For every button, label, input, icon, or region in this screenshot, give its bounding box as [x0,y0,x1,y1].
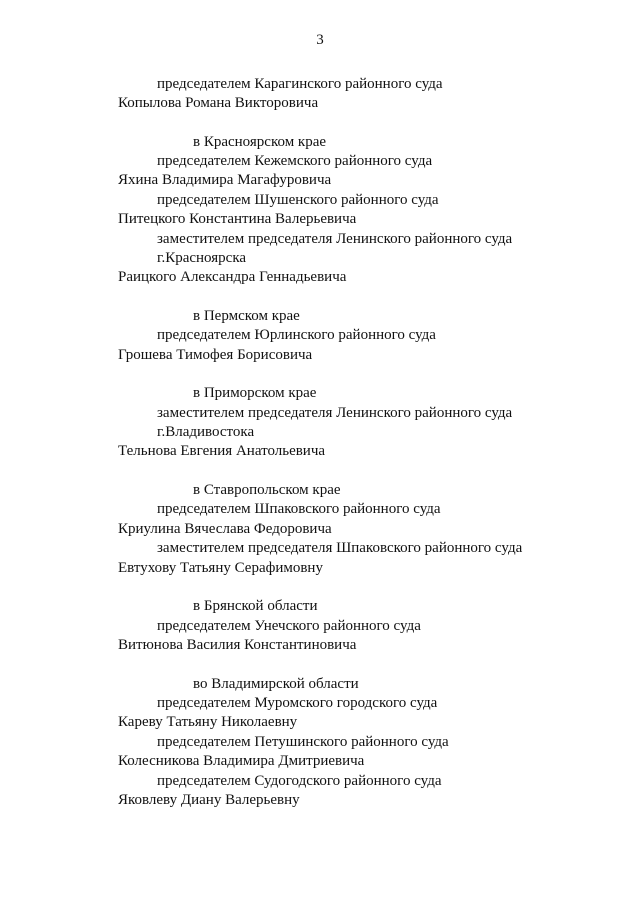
person-name: Яковлеву Диану Валерьевну [118,792,300,808]
person-name: Колесникова Владимира Дмитриевича [118,753,365,769]
region-heading: в Ставропольском крае [193,482,341,498]
position-line: председателем Шпаковского районного суда [157,501,441,517]
region-heading: в Пермском крае [193,308,300,324]
person-name: Грошева Тимофея Борисовича [118,347,313,363]
position-line: г.Владивостока [157,424,255,440]
person-name: Криулина Вячеслава Федоровича [118,521,332,537]
person-name: Яхина Владимира Магафуровича [118,172,332,188]
position-line: председателем Судогодского районного суда [157,773,442,789]
person-name: Евтухову Татьяну Серафимовну [118,560,323,576]
region-heading: в Приморском крае [193,385,317,401]
person-name: Раицкого Александра Геннадьевича [118,269,347,285]
region-heading: в Красноярском крае [193,134,327,150]
position-line: заместителем председателя Шпаковского районного суда [157,540,523,556]
position-line: заместителем председателя Ленинского районного суда [157,231,513,247]
region-heading: во Владимирской области [193,676,359,692]
position-line: председателем Шушенского районного суда [157,192,439,208]
person-name: Витюнова Василия Константиновича [118,637,357,653]
person-name: Питецкого Константина Валерьевича [118,211,357,227]
position-line: председателем Карагинского районного суда [157,76,443,92]
position-line: председателем Петушинского районного суда [157,734,449,750]
region-heading: в Брянской области [193,598,318,614]
position-line: заместителем председателя Ленинского районного суда [157,405,513,421]
person-name: Кареву Татьяну Николаевну [118,714,298,730]
person-name: Тельнова Евгения Анатольевича [118,443,326,459]
position-line: председателем Юрлинского районного суда [157,327,436,343]
position-line: председателем Муромского городского суда [157,695,438,711]
position-line: председателем Кежемского районного суда [157,153,433,169]
position-line: председателем Унечского районного суда [157,618,421,634]
position-line: г.Красноярска [157,250,247,266]
page-number: 3 [316,32,324,48]
person-name: Копылова Романа Викторовича [118,95,319,111]
